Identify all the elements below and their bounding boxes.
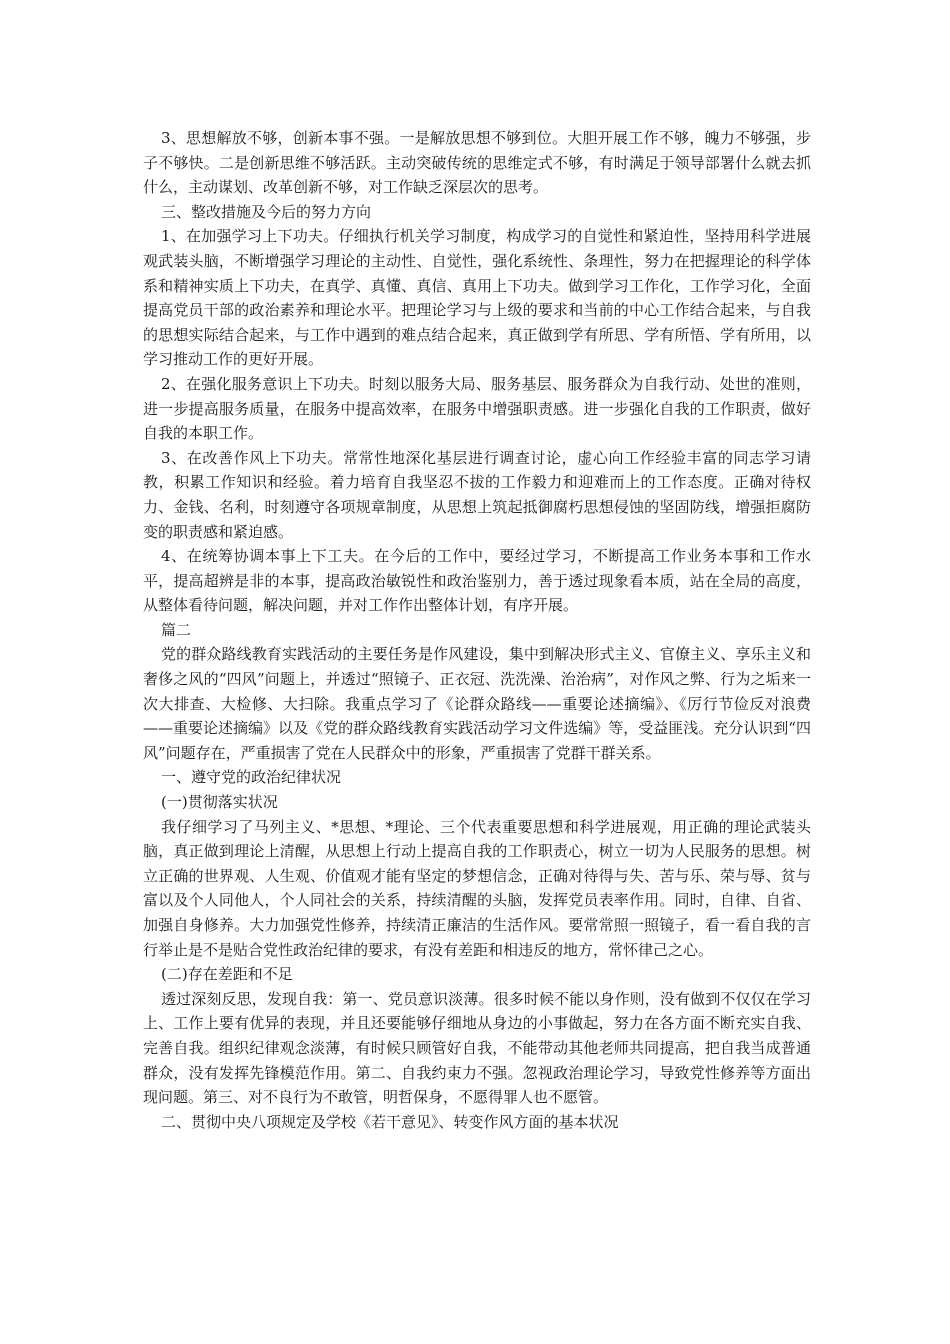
part-two-heading: 篇二 — [161, 620, 192, 639]
document-body — [143, 126, 811, 1134]
paragraph-implementation: 我仔细学习了马列主义、*思想、*理论、三个代表重要思想和科学进展观，用正确的理论武装头脑，真正做到理论上清醒，从思想上行动上提高自我的工作职责心，树立一切为人民服务的思想。树立正确的世界观、人生观、价值观才能有坚定的梦想信念，正确对待得与失、苦与乐、荣与辱、贫与富以及个人同他人，个人同社会的关系，持续清醒的头脑，发挥党员表率作用。同时，自律、自省、加强自身修养。大力加强党性修养，持续清正廉洁的生活作风。要常常照一照镜子，看一看自我的言行举止是不是贴合党性政治纪律的要求，有没有差距和相违反的地方，常怀律己之心。 — [143, 817, 811, 959]
section-heading-discipline: 一、遵守党的政治纪律状况 — [161, 768, 342, 787]
subheading-implementation: (一)贯彻落实状况 — [161, 793, 278, 812]
paragraph-shortcomings: 透过深刻反思，发现自我：第一、党员意识淡薄。很多时候不能以身作则，没有做到不仅仅在学习上、工作上要有优异的表现，并且还要能够仔细地从身边的小事做起，努力在各方面不断充实自我、完善自我。组织纪律观念淡薄，有时候只顾管好自我，不能带动其他老师共同提高，把自我当成普通群众，没有发挥先锋模范作用。第二、自我约束力不强。忽视政治理论学习，导致党性修养等方面出现问题。第三、对不良行为不敢管，明哲保身，不愿得罪人也不愿管。 — [143, 989, 811, 1107]
paragraph-intro: 党的群众路线教育实践活动的主要任务是作风建设，集中到解决形式主义、官僚主义、享乐主义和奢侈之风的“四风”问题上，并透过“照镜子、正衣冠、洗洗澡、治治病”，对作风之弊、行为之垢来一次大排查、大检修、大扫除。我重点学习了《论群众路线——重要论述摘编》、《厉行节俭反对浪费——重要论述摘编》以及《党的群众路线教育实践活动学习文件选编》等，受益匪浅。充分认识到“四风”问题存在，严重损害了党在人民群众中的形象，严重损害了党群干群关系。 — [143, 645, 811, 762]
paragraph-problem-3: 3、思想解放不够，创新本事不强。一是解放思想不够到位。大胆开展工作不够，魄力不够强，步子不够快。二是创新思维不够活跃。主动突破传统的思维定式不够，有时满足于领导部署什么就去抓什么，主动谋划、改革创新不够，对工作缺乏深层次的思考。 — [143, 129, 811, 197]
section-heading-eight-rules: 二、贯彻中央八项规定及学校《若干意见》、转变作风方面的基本状况 — [161, 1112, 619, 1131]
paragraph-measure-4: 4、在统筹协调本事上下工夫。在今后的工作中，要经过学习，不断提高工作业务本事和工作水平，提高超辨是非的本事，提高政治敏锐性和政治鉴别力，善于透过现象看本质，站在全局的高度，从整体看待问题，解决问题，并对工作作出整体计划，有序开展。 — [143, 547, 811, 615]
paragraph-measure-2: 2、在强化服务意识上下功夫。时刻以服务大局、服务基层、服务群众为自我行动、处世的准则，进一步提高服务质量，在服务中提高效率，在服务中增强职责感。进一步强化自我的工作职责，做好自我的本职工作。 — [143, 374, 811, 443]
subheading-shortcomings: (二)存在差距和不足 — [161, 965, 293, 984]
section-heading-rectification: 三、整改措施及今后的努力方向 — [161, 202, 372, 221]
paragraph-measure-1: 1、在加强学习上下功夫。仔细执行机关学习制度，构成学习的自觉性和紧迫性，坚持用科学进展观武装头脑，不断增强学习理论的主动性、自觉性，强化系统性、条理性，努力在把握理论的科学体系和精神实质上下功夫，在真学、真懂、真信、真用上下功夫。做到学习工作化，工作学习化，全面提高党员干部的政治素养和理论水平。把理论学习与上级的要求和当前的中心工作结合起来，与自我的思想实际结合起来，与工作中遇到的难点结合起来，真正做到学有所思、学有所悟、学有所用，以学习推动工作的更好开展。 — [143, 227, 811, 369]
paragraph-measure-3: 3、在改善作风上下功夫。常常性地深化基层进行调查讨论，虚心向工作经验丰富的同志学习请教，积累工作知识和经验。着力培育自我坚忍不拔的工作毅力和迎难而上的工作态度。正确对待权力、金钱、名利，时刻遵守各项规章制度，从思想上筑起抵御腐朽思想侵蚀的坚固防线，增强拒腐防变的职责感和紧迫感。 — [143, 448, 811, 541]
